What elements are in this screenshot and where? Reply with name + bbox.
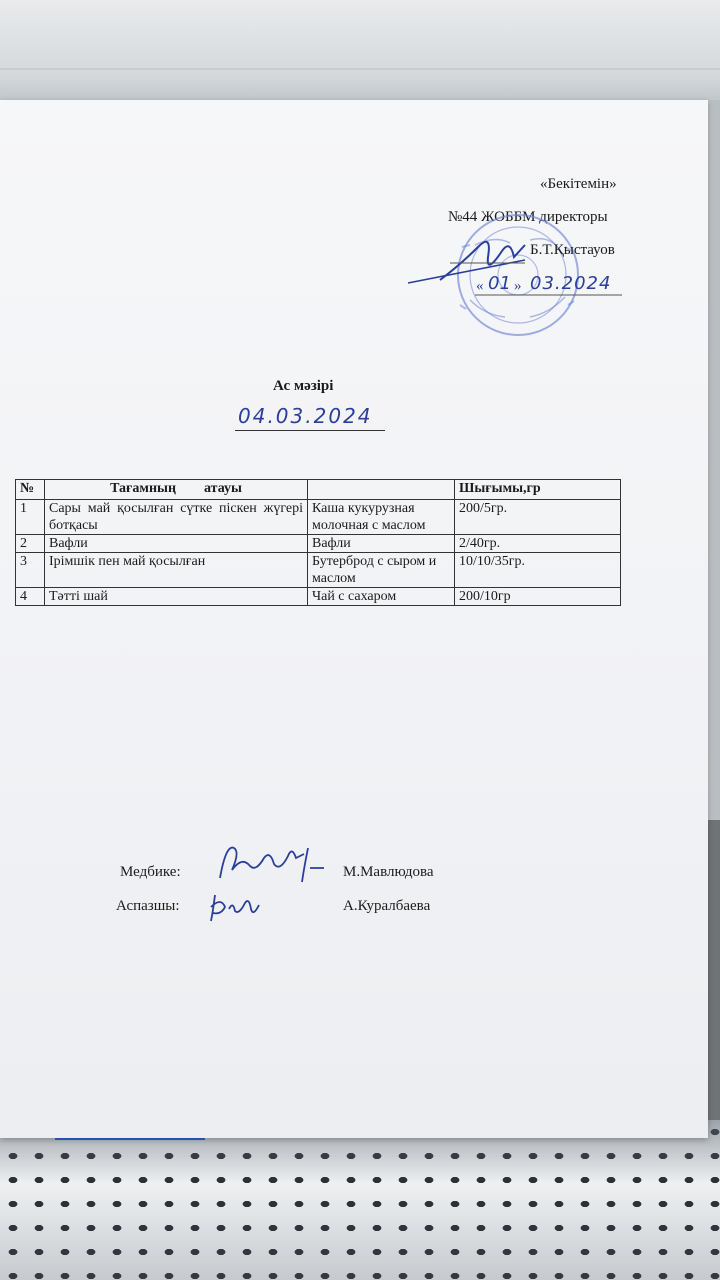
row-dish-ru: Каша кукурузная молочная с маслом xyxy=(308,500,455,535)
row-dish-kz: Вафли xyxy=(45,535,308,553)
document-page xyxy=(0,100,708,1138)
row-dish-ru: Вафли xyxy=(308,535,455,553)
menu-title: Ас мәзірі xyxy=(273,378,334,394)
table-header-row xyxy=(16,480,621,500)
table-row xyxy=(16,588,621,606)
row-yield: 200/10гр xyxy=(455,588,621,606)
row-yield: 2/40гр. xyxy=(455,535,621,553)
approval-date-open: « xyxy=(476,278,484,294)
approval-day-handwritten: 01 xyxy=(488,273,511,294)
background-wall xyxy=(0,0,720,110)
menu-table xyxy=(15,479,621,606)
menu-date-handwritten: 04.03.2024 xyxy=(238,404,373,428)
row-dish-kz: Сары май қосылған сүтке піскен жүгері ботқасы xyxy=(45,500,308,535)
row-dish-ru: Чай с сахаром xyxy=(308,588,455,606)
approval-heading: «Бекітемін» xyxy=(540,176,617,192)
director-name: Б.Т.Қыстауов xyxy=(530,242,615,258)
row-yield: 200/5гр. xyxy=(455,500,621,535)
table-row xyxy=(16,535,621,553)
cook-label: Аспазшы: xyxy=(116,898,180,914)
header-dish-name-ru xyxy=(308,480,455,500)
table-row xyxy=(16,500,621,535)
row-number: 3 xyxy=(16,553,45,588)
row-number: 2 xyxy=(16,535,45,553)
nurse-name: М.Мавлюдова xyxy=(343,864,434,880)
header-yield: Шығымы,гр xyxy=(455,480,621,500)
header-dish-name: Тағамның атауы xyxy=(45,480,308,500)
row-number: 1 xyxy=(16,500,45,535)
polka-dot-fabric xyxy=(0,1120,720,1280)
approval-date-handwritten: 03.2024 xyxy=(530,273,612,294)
nurse-label: Медбике: xyxy=(120,864,181,880)
header-number: № xyxy=(16,480,45,500)
row-number: 4 xyxy=(16,588,45,606)
row-dish-kz: Ірімшік пен май қосылған xyxy=(45,553,308,588)
menu-date-underline xyxy=(235,430,385,431)
nurse-signature xyxy=(212,838,327,886)
table-row xyxy=(16,553,621,588)
cook-name: А.Куралбаева xyxy=(343,898,431,914)
director-line: №44 ЖОББМ директоры xyxy=(448,209,608,225)
approval-date-close: » xyxy=(514,278,522,294)
cook-signature xyxy=(205,885,265,925)
row-dish-kz: Тәтті шай xyxy=(45,588,308,606)
row-yield: 10/10/35гр. xyxy=(455,553,621,588)
row-dish-ru: Бутерброд с сыром и маслом xyxy=(308,553,455,588)
